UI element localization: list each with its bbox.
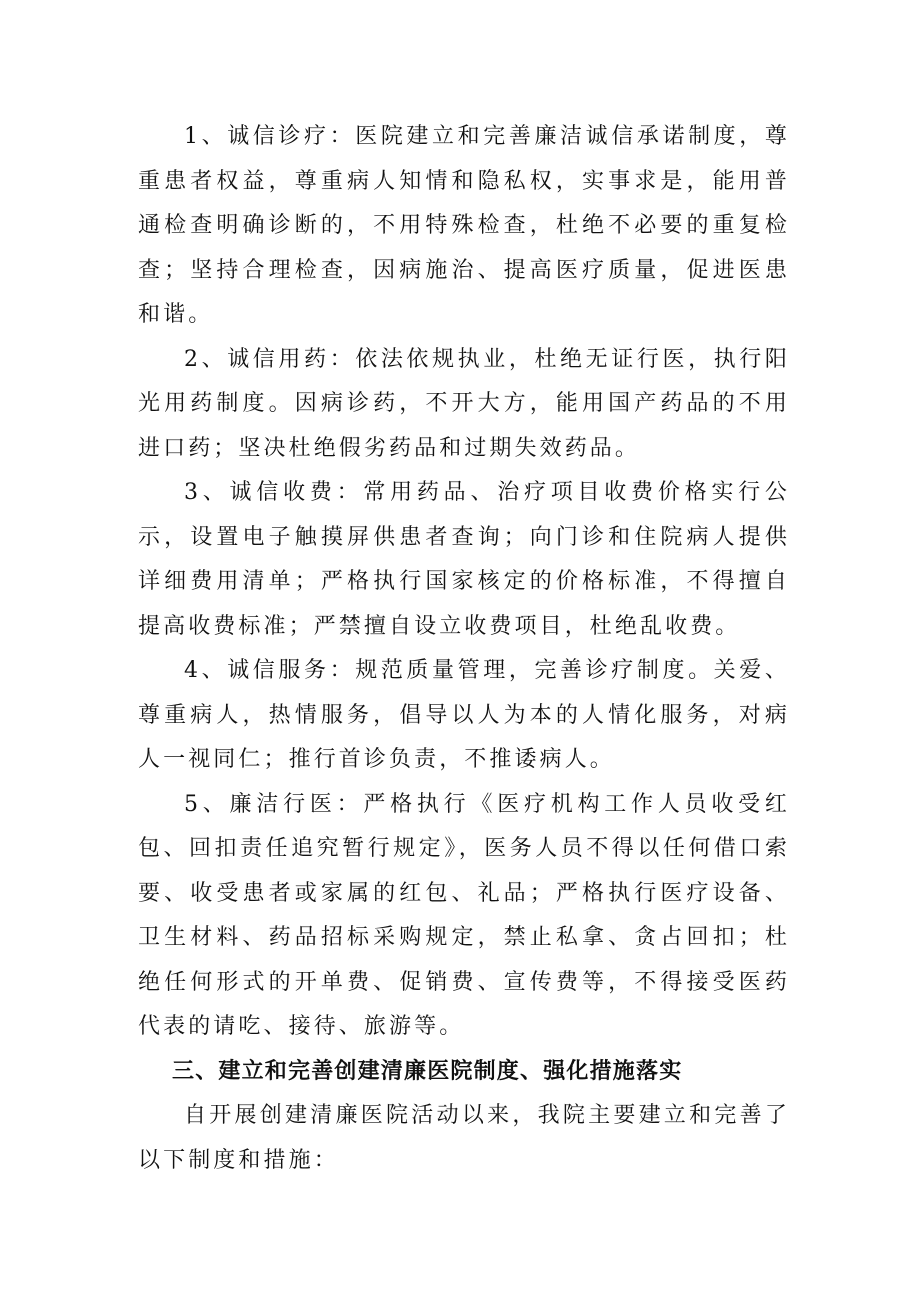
paragraph-integrity-treatment: 1、诚信诊疗：医院建立和完善廉洁诚信承诺制度，尊重患者权益，尊重病人知情和隐私权，实事求是，能用普通检查明确诊断的，不用特殊检查，杜绝不必要的重复检查；坚持合理检查，因病施治、提高医疗质量，促进医患和谐。 <box>138 124 790 327</box>
paragraph-integrity-service: 4、诚信服务：规范质量管理，完善诊疗制度。关爱、尊重病人，热情服务，倡导以人为本的人情化服务，对病人一视同仁；推行首诊负责，不推诿病人。 <box>138 658 790 772</box>
paragraph-clean-practice: 5、廉洁行医：严格执行《医疗机构工作人员收受红包、回扣责任追究暂行规定》，医务人员不得以任何借口索要、收受患者或家属的红包、礼品；严格执行医疗设备、卫生材料、药品招标采购规定，禁止私拿、贪占回扣；杜绝任何形式的开单费、促销费、宣传费等，不得接受医药代表的请吃、接待、旅游等。 <box>138 791 790 1039</box>
document-body <box>138 115 790 1183</box>
section-heading: 三、建立和完善创建清廉医院制度、强化措施落实 <box>172 1058 683 1084</box>
paragraph-integrity-medication: 2、诚信用药：依法依规执业，杜绝无证行医，执行阳光用药制度。因病诊药，不开大方，能用国产药品的不用进口药；坚决杜绝假劣药品和过期失效药品。 <box>138 346 790 461</box>
paragraph-integrity-charging: 3、诚信收费：常用药品、治疗项目收费价格实行公示，设置电子触摸屏供患者查询；向门诊和住院病人提供详细费用清单；严格执行国家核定的价格标准，不得擅自提高收费标准；严禁擅自设立收费项目，杜绝乱收费。 <box>138 480 790 639</box>
paragraph-closing: 自开展创建清廉医院活动以来，我院主要建立和完善了以下制度和措施： <box>138 1103 790 1173</box>
